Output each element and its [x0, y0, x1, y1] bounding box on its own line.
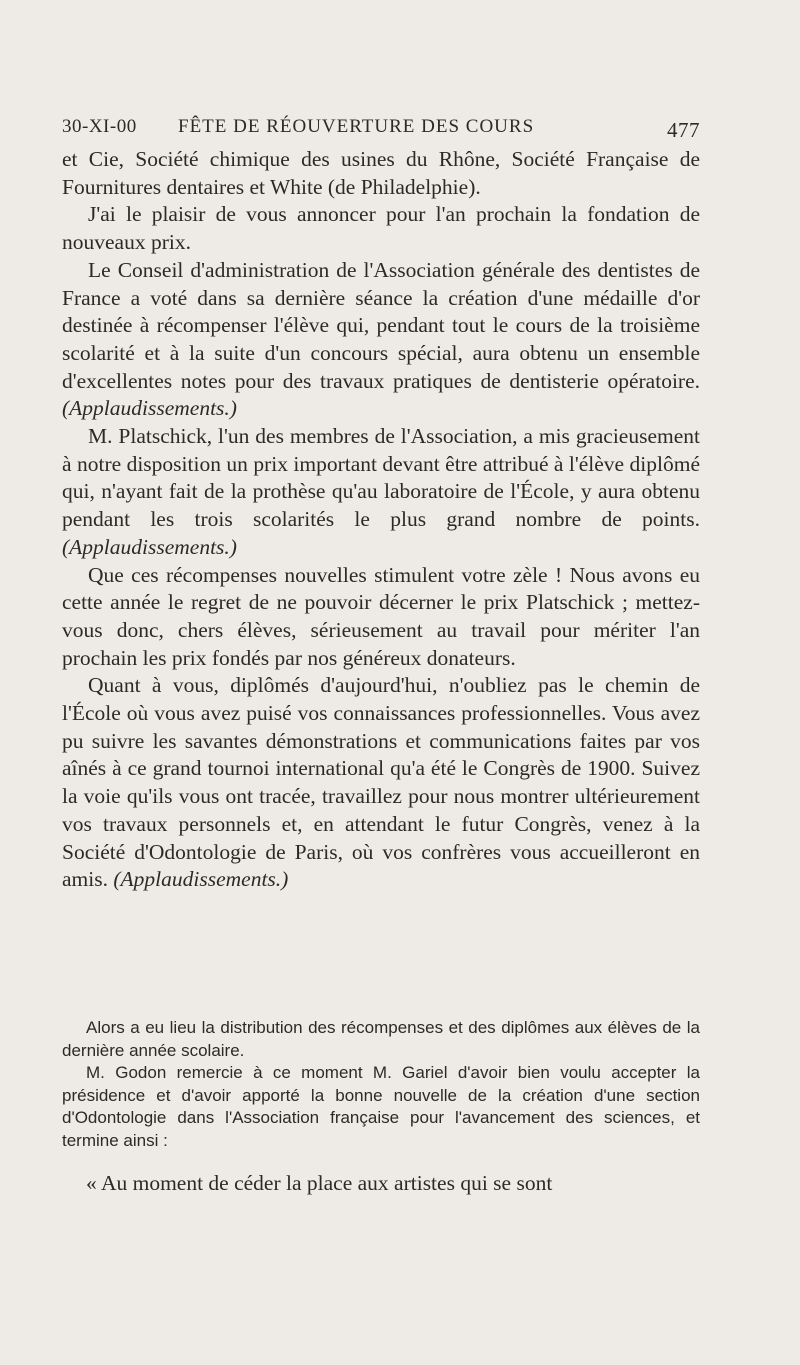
- paragraph-4-text: M. Platschick, l'un des membres de l'Association, a mis gracieusement à notre disposition un prix important devant être attribué à l'élève diplômé qui, n'ayant fait de la prothèse qu'au laboratoire de l'École, y aura obtenu pendant les trois scolarités le plus grand nombre de points.: [62, 424, 700, 532]
- page-number: 477: [667, 118, 700, 142]
- paragraph-5: Que ces récompenses nouvelles stimulent votre zèle ! Nous avons eu cette année le regret de ne pouvoir décerner le prix Platschick ; mettez-vous donc, chers élèves, sérieusement au travail pour mériter l'an prochain les prix fondés par nos généreux donateurs.: [62, 562, 700, 670]
- paragraph-4-applause: (Applaudissements.): [62, 534, 237, 559]
- header-date: 30-XI-00: [62, 116, 137, 137]
- paragraph-3: [62, 257, 700, 423]
- paragraph-3-text: Le Conseil d'administration de l'Association générale des dentistes de France a voté dans sa dernière séance la création d'une médaille d'or destinée à récompenser l'élève qui, pendant tout le cours de la troisième scolarité et à la suite d'un concours spécial, aura obtenu un ensemble d'excellentes notes pour des travaux pratiques de dentisterie opératoire.: [62, 257, 700, 393]
- narration-block: [62, 1017, 700, 1152]
- paragraph-6-text: Quant à vous, diplômés d'aujourd'hui, n'oubliez pas le chemin de l'École où vous avez puisé vos connaissances professionnelles. Vous avez pu suivre les savantes démonstrations et communications faites par vos aînés à ce grand tournoi international qu'a été le Congrès de 1900. Suivez la voie qu'ils vous ont tracée, travaillez pour nous montrer ultérieurement vos travaux personnels et, en attendant le futur Congrès, venez à la Société d'Odontologie de Paris, où vos confrères vous accueilleront en amis.: [62, 673, 700, 892]
- closing-quote: « Au moment de céder la place aux artistes qui se sont: [86, 1171, 553, 1195]
- paragraph-1: et Cie, Société chimique des usines du Rhône, Société Française de Fournitures dentaires et White (de Philadelphie).: [62, 147, 700, 199]
- paragraph-3-applause: (Applaudissements.): [62, 396, 237, 421]
- narration-2: M. Godon remercie à ce moment M. Gariel d'avoir bien voulu accepter la présidence et d'avoir apporté la bonne nouvelle de la création d'une section d'Odontologie dans l'Association française pour l'avancement des sciences, et termine ainsi :: [62, 1063, 700, 1150]
- paragraph-4: [62, 423, 700, 562]
- paragraph-2: J'ai le plaisir de vous annoncer pour l'an prochain la fondation de nouveaux prix.: [62, 202, 700, 255]
- narration-1: Alors a eu lieu la distribution des récompenses et des diplômes aux élèves de la dernière année scolaire.: [62, 1018, 700, 1060]
- paragraph-6: [62, 672, 700, 894]
- speech-body: [62, 146, 700, 894]
- paragraph-6-applause: (Applaudissements.): [113, 867, 289, 892]
- header-title: FÊTE DE RÉOUVERTURE DES COURS: [178, 116, 535, 137]
- running-header: [62, 112, 700, 142]
